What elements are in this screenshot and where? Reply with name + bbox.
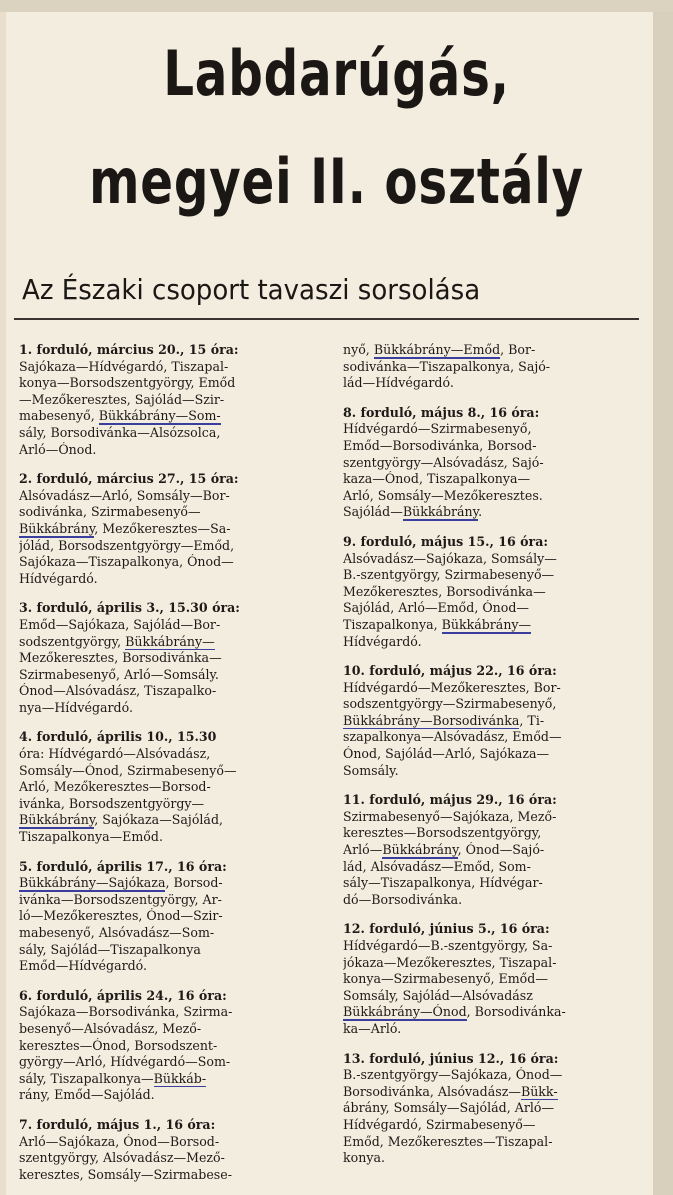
round-block bbox=[19, 342, 321, 458]
round-block bbox=[343, 663, 645, 779]
fixture-line: Arló—Sajókaza, Ónod—Borsod- bbox=[19, 1133, 220, 1149]
fixture-line: Bükkábrány, Sajókaza—Sajólád, bbox=[19, 812, 224, 828]
fixture-line: óra: Hídvégardó—Alsóvadász, bbox=[19, 746, 211, 762]
fixture-line: Bükkábrány—Borsodivánka, Ti- bbox=[343, 712, 545, 728]
fixture-line: keresztes—Ónod, Borsodszent- bbox=[19, 1037, 218, 1053]
fixture-line: Arló, Mezőkeresztes—Borsod- bbox=[19, 779, 211, 795]
round-heading: 13. forduló, június 12., 16 óra: bbox=[343, 1050, 559, 1066]
fixture-line: mabesenyő, Bükkábrány—Som- bbox=[19, 408, 221, 424]
fixture-line: Sajókaza—Borsodivánka, Szirma- bbox=[19, 1004, 233, 1020]
fixture-line: rány, Emőd—Sajólád. bbox=[19, 1087, 155, 1103]
pen-underline: Bükkábrány—Emőd bbox=[373, 342, 501, 357]
fixture-line: Emőd—Borsodivánka, Borsod- bbox=[343, 437, 537, 453]
round-heading: 12. forduló, június 5., 16 óra: bbox=[343, 921, 550, 937]
paper-edge-right bbox=[653, 0, 673, 1195]
fixture-line: nya—Hídvégardó. bbox=[19, 699, 133, 715]
fixture-line: Tiszapalkonya—Emőd. bbox=[19, 829, 163, 845]
fixture-line: szentgyörgy, Alsóvadász—Mező- bbox=[19, 1150, 225, 1166]
fixture-line: sály, Borsodivánka—Alsózsolca, bbox=[19, 424, 221, 440]
fixture-line: konya—Borsodszentgyörgy, Emőd bbox=[19, 375, 236, 391]
fixture-line: Arló—Bükkábrány, Ónod—Sajó- bbox=[343, 842, 545, 858]
headline-line-2: megyei II. osztály bbox=[89, 145, 584, 218]
round-heading: 5. forduló, április 17., 16 óra: bbox=[19, 858, 227, 874]
fixture-line: sodivánka, Szirmabesenyő— bbox=[19, 504, 201, 520]
fixture-line: Sajólád, Arló—Emőd, Ónod— bbox=[343, 600, 530, 616]
fixture-line: Hídvégardó—B.-szentgyörgy, Sa- bbox=[343, 938, 553, 953]
fixture-line: ka—Arló. bbox=[343, 1020, 402, 1036]
fixture-line: —Mezőkeresztes, Sajólád—Szir- bbox=[19, 391, 225, 407]
pen-underline: Bükkáb- bbox=[153, 1070, 207, 1086]
fixture-line: Mezőkeresztes, Borsodivánka— bbox=[19, 650, 222, 666]
fixture-line: ivánka—Borsodszentgyörgy, Ar- bbox=[19, 891, 222, 907]
fixture-line: Ónod, Sajólád—Arló, Sajókaza— bbox=[343, 746, 550, 762]
fixture-line: szapalkonya—Alsóvadász, Emőd— bbox=[343, 729, 562, 745]
paper-edge-left bbox=[0, 0, 6, 1195]
fixture-line: Hídvégardó—Mezőkeresztes, Bor- bbox=[343, 679, 561, 695]
fixture-line: Somsály. bbox=[343, 762, 399, 778]
fixture-line: lád, Alsóvadász—Emőd, Som- bbox=[343, 858, 531, 874]
fixture-line: Emőd—Sajókaza, Sajólád—Bor- bbox=[19, 616, 221, 632]
pen-underline: Bükkábrány—Ónod bbox=[343, 1004, 467, 1020]
round-heading: 2. forduló, március 27., 15 óra: bbox=[19, 471, 239, 487]
fixture-line: besenyő—Alsóvadász, Mező- bbox=[19, 1020, 202, 1036]
round-heading: 11. forduló, május 29., 16 óra: bbox=[343, 792, 557, 808]
fixture-line: Bükkábrány—Ónod, Borsodivánka- bbox=[343, 1004, 566, 1020]
fixture-line: Sajókaza—Hídvégardó, Tiszapal- bbox=[19, 358, 229, 374]
fixture-line: konya—Szirmabesenyő, Emőd— bbox=[343, 971, 548, 987]
headline-line-1: Labdarúgás, bbox=[163, 37, 510, 110]
round-heading: 4. forduló, április 10., 15.30 bbox=[19, 729, 217, 745]
round-block bbox=[343, 534, 645, 650]
fixture-line: Mezőkeresztes, Borsodivánka— bbox=[343, 583, 546, 599]
pen-underline: Bükkábrány— bbox=[441, 616, 532, 632]
paper-edge-bottom bbox=[0, 0, 673, 12]
fixture-line: Hídvégardó—Szirmabesenyő, bbox=[343, 421, 532, 437]
fixture-line: Bükkábrány—Sajókaza, Borsod- bbox=[19, 875, 223, 891]
round-heading: 7. forduló, május 1., 16 óra: bbox=[19, 1116, 216, 1132]
fixture-line: Hídvégardó. bbox=[19, 570, 98, 586]
round-block bbox=[343, 792, 645, 908]
fixture-line: Bükkábrány, Mezőkeresztes—Sa- bbox=[19, 520, 231, 536]
fixture-line: nyő, Bükkábrány—Emőd, Bor- bbox=[343, 342, 536, 357]
round-heading: 10. forduló, május 22., 16 óra: bbox=[343, 663, 557, 679]
round-heading: 8. forduló, május 8., 16 óra: bbox=[343, 404, 540, 420]
fixture-line: Alsóvadász—Arló, Somsály—Bor- bbox=[19, 487, 230, 503]
pen-underline: Bükk- bbox=[520, 1083, 558, 1099]
fixture-line: Somsály—Ónod, Szirmabesenyő— bbox=[19, 762, 237, 778]
fixture-line: sodszentgyörgy—Szirmabesenyő, bbox=[343, 696, 557, 712]
pen-underline: Bükkábrány—Borsodivánka bbox=[343, 712, 520, 728]
fixture-line: sály, Sajólád—Tiszapalkonya bbox=[19, 941, 201, 957]
divider-rule bbox=[14, 318, 639, 320]
fixture-line: Ónod—Alsóvadász, Tiszapalko- bbox=[19, 683, 217, 699]
round-heading: 9. forduló, május 15., 16 óra: bbox=[343, 533, 549, 549]
fixture-line: Hídvégardó. bbox=[343, 633, 422, 649]
round-block bbox=[19, 471, 321, 587]
fixture-line: keresztes, Somsály—Szirmabese- bbox=[19, 1166, 232, 1182]
fixture-line: Arló—Ónod. bbox=[19, 441, 97, 457]
round-block bbox=[343, 405, 645, 521]
column-left bbox=[19, 342, 321, 1195]
pen-underline: Bükkábrány bbox=[382, 842, 458, 858]
round-block bbox=[19, 988, 321, 1104]
fixture-line: szentgyörgy—Alsóvadász, Sajó- bbox=[343, 454, 544, 470]
fixture-line: Arló, Somsály—Mezőkeresztes. bbox=[343, 487, 543, 503]
subtitle: Az Északi csoport tavaszi sorsolása bbox=[22, 273, 481, 306]
fixture-line: Emőd, Mezőkeresztes—Tiszapal- bbox=[343, 1133, 553, 1149]
column-right bbox=[343, 342, 645, 1180]
fixture-line: sodszentgyörgy, Bükkábrány— bbox=[19, 633, 215, 649]
fixture-line: mabesenyő, Alsóvadász—Som- bbox=[19, 925, 215, 940]
fixture-line: Szirmabesenyő, Arló—Somsály. bbox=[19, 666, 219, 682]
pen-underline: Bükkábrány bbox=[402, 504, 479, 520]
round-block bbox=[19, 859, 321, 975]
fixture-line: B.-szentgyörgy—Sajókaza, Ónod— bbox=[343, 1067, 563, 1083]
fixture-line: ivánka, Borsodszentgyörgy— bbox=[19, 795, 205, 811]
pen-underline: Bükkábrány bbox=[19, 520, 95, 536]
fixture-line: kaza—Ónod, Tiszapalkonya— bbox=[343, 471, 531, 487]
fixture-line: ló—Mezőkeresztes, Ónod—Szir- bbox=[19, 908, 223, 924]
round-block bbox=[19, 729, 321, 845]
pen-underline: Bükkábrány— bbox=[125, 633, 215, 649]
fixture-line: jókaza—Mezőkeresztes, Tiszapal- bbox=[343, 954, 557, 970]
fixture-line: Tiszapalkonya, Bükkábrány— bbox=[343, 616, 532, 632]
pen-underline: Bükkábrány—Sajókaza bbox=[19, 875, 166, 891]
round-block bbox=[19, 1117, 321, 1183]
fixture-line: Sajókaza—Tiszapalkonya, Ónod— bbox=[19, 554, 234, 570]
fixture-line: Alsóvadász—Sajókaza, Somsály— bbox=[343, 550, 557, 566]
round-block bbox=[343, 921, 645, 1037]
round-heading: 3. forduló, április 3., 15.30 óra: bbox=[19, 600, 240, 616]
fixture-line: györgy—Arló, Hídvégardó—Som- bbox=[19, 1054, 231, 1070]
round-heading: 1. forduló, március 20., 15 óra: bbox=[19, 342, 239, 357]
fixture-line: B.-szentgyörgy, Szirmabesenyő— bbox=[343, 567, 555, 583]
pen-underline: Bükkábrány bbox=[19, 812, 95, 828]
fixture-line: sodivánka—Tiszapalkonya, Sajó- bbox=[343, 358, 551, 374]
fixture-line: keresztes—Borsodszentgyörgy, bbox=[343, 825, 542, 841]
fixture-line: Hídvégardó, Szirmabesenyő— bbox=[343, 1116, 536, 1132]
fixture-line: konya. bbox=[343, 1150, 385, 1166]
pen-underline: Bükkábrány—Som- bbox=[98, 408, 221, 424]
fixture-line: ábrány, Somsály—Sajólád, Arló— bbox=[343, 1100, 555, 1116]
fixture-line: sály—Tiszapalkonya, Hídvégar- bbox=[343, 875, 543, 891]
round-heading: 6. forduló, április 24., 16 óra: bbox=[19, 987, 227, 1003]
fixture-line: lád—Hídvégardó. bbox=[343, 375, 454, 391]
fixture-line: Sajólád—Bükkábrány. bbox=[343, 504, 483, 520]
round-block bbox=[343, 342, 645, 392]
fixture-line: sály, Tiszapalkonya—Bükkáb- bbox=[19, 1070, 207, 1086]
fixture-line: Somsály, Sajólád—Alsóvadász bbox=[343, 987, 533, 1003]
fixture-line: Szirmabesenyő—Sajókaza, Mező- bbox=[343, 808, 557, 824]
round-block bbox=[343, 1051, 645, 1167]
fixture-line: Emőd—Hídvégardó. bbox=[19, 958, 148, 974]
round-block bbox=[19, 600, 321, 716]
fixture-line: Borsodivánka, Alsóvadász—Bükk- bbox=[343, 1083, 558, 1099]
fixture-line: jólád, Borsodszentgyörgy—Emőd, bbox=[19, 537, 235, 553]
fixture-line: dó—Borsodivánka. bbox=[343, 891, 463, 907]
